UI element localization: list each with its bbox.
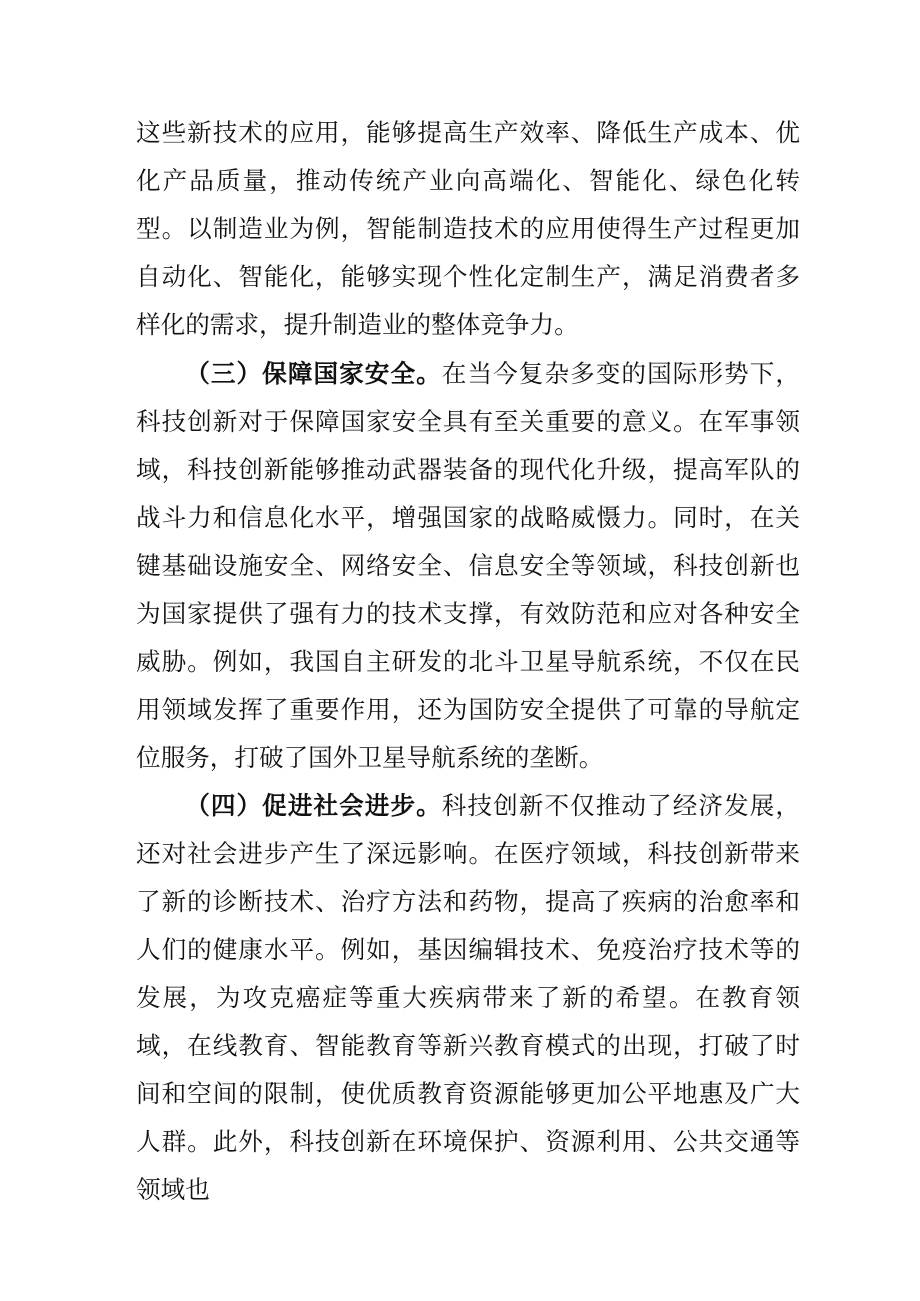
paragraph-text (136, 350, 800, 782)
paragraph-social-progress (136, 782, 800, 1214)
paragraph-body: 科技创新不仅推动了经济发展，还对社会进步产生了深远影响。在医疗领域，科技创新带来了新的诊断技术、治疗方法和药物，提高了疾病的治愈率和人们的健康水平。例如，基因编辑技术、免疫治疗技术等的发展，为攻克癌症等重大疾病带来了新的希望。在教育领域，在线教育、智能教育等新兴教育模式的出现，打破了时间和空间的限制，使优质教育资源能够更加公平地惠及广大人群。此外，科技创新在环境保护、资源利用、公共交通等领域也 (136, 791, 800, 1204)
section-heading: （三）保障国家安全。 (185, 359, 442, 388)
paragraph-national-security (136, 350, 800, 782)
paragraph-body: 这些新技术的应用，能够提高生产效率、降低生产成本、优化产品质量，推动传统产业向高端化、智能化、绿色化转型。以制造业为例，智能制造技术的应用使得生产过程更加自动化、智能化，能够实现个性化定制生产，满足消费者多样化的需求，提升制造业的整体竞争力。 (136, 118, 800, 339)
section-heading: （四）促进社会进步。 (185, 791, 442, 820)
paragraph-body: 在当今复杂多变的国际形势下，科技创新对于保障国家安全具有至关重要的意义。在军事领域，科技创新能够推动武器装备的现代化升级，提高军队的战斗力和信息化水平，增强国家的战略威慑力。同时，在关键基础设施安全、网络安全、信息安全等领域，科技创新也为国家提供了强有力的技术支撑，有效防范和应对各种安全威胁。例如，我国自主研发的北斗卫星导航系统，不仅在民用领域发挥了重要作用，还为国防安全提供了可靠的导航定位服务，打破了国外卫星导航系统的垄断。 (136, 359, 800, 772)
paragraph-text (136, 782, 800, 1214)
paragraph-continuation (136, 109, 800, 349)
